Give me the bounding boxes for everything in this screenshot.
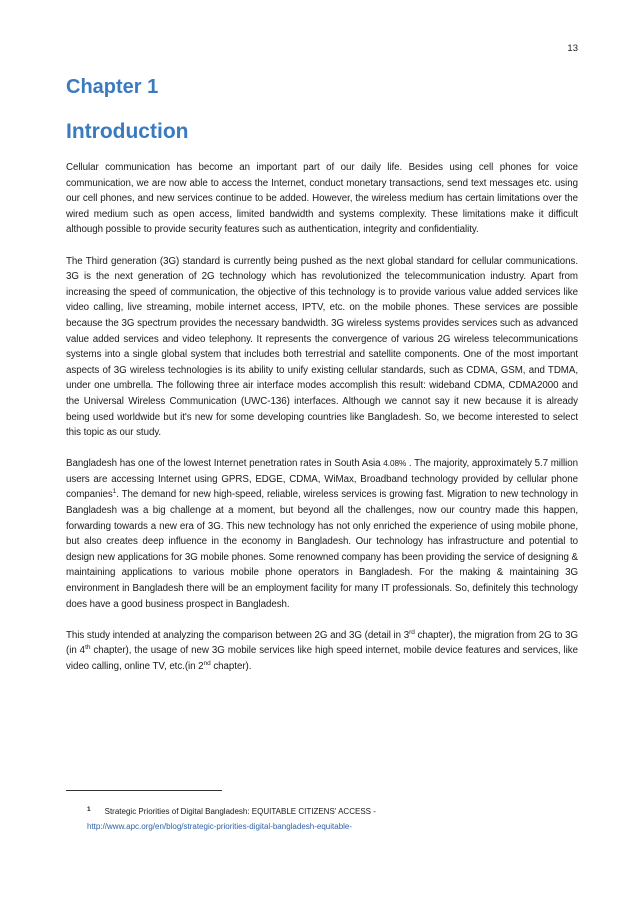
penetration-rate: 4.08%	[383, 459, 407, 469]
paragraph-3-middle: . The majority, approximately 5.7 million users are accessing Internet using GPRS, EDGE, CDMA, WiMax, Broadband technology provided by cellular phone companies	[66, 458, 578, 501]
ordinal-suffix-nd: nd	[203, 660, 211, 667]
body-text	[66, 160, 578, 690]
page-number: 13	[567, 43, 578, 54]
chapter-label: Chapter 1	[66, 76, 159, 98]
paragraph-4-part4: chapter).	[210, 661, 252, 672]
footnote-separator	[66, 790, 222, 791]
paragraph-3-end: . The demand for new high-speed, reliable, wireless services is growing fast. Migration to new technology in Bangladesh was a big challenge at a moment, but beyond all the challenges, now our country made this happen, forwarding towards a new era of 3G. This new technology has not only enriched the experience of using mobile phone, but also creates deep influence in the economy in Bangladesh. Our technology has infrastructure and potential to design new applications for 3G mobile phones. Some renowned company has been providing the service of designing & maintaining applications to various mobile phone operators in Bangladesh. For the making & maintaining 3G environment in Bangladesh there will be an employment facility for many IT professionals. So, definitely this technology does have a good business prospect in Bangladesh.	[66, 489, 578, 610]
paragraph-3-start: Bangladesh has one of the lowest Internet penetration rates in South Asia	[66, 458, 384, 470]
paragraph-4	[66, 628, 578, 675]
paragraph-3	[66, 456, 578, 612]
paragraph-4-part1: This study intended at analyzing the comparison between 2G and 3G (detail in 3	[66, 629, 410, 641]
footnote-reference[interactable]: 1	[112, 488, 117, 496]
footnote-text: Strategic Priorities of Digital Bangladesh: EQUITABLE CITIZENS' ACCESS -	[104, 807, 376, 816]
paragraph-4-part2: chapter), the migration from 2G to 3G (in 4	[66, 629, 578, 657]
footnote-marker: 1	[87, 806, 91, 813]
paragraph-4-part3: chapter), the usage of new 3G mobile services like high speed internet, mobile device features and services, like video calling, online TV, etc.(in 2	[66, 645, 578, 672]
footnote-link[interactable]: http://www.apc.org/en/blog/strategic-priorities-digital-bangladesh-equitable-	[87, 822, 353, 831]
footnote	[87, 802, 587, 834]
ordinal-suffix-th: th	[85, 644, 91, 652]
section-title: Introduction	[66, 120, 189, 143]
ordinal-suffix-rd: rd	[409, 628, 415, 636]
footnote-line	[87, 802, 587, 819]
paragraph-1: Cellular communication has become an important part of our daily life. Besides using cell phones for voice communication, we are now able to access the Internet, conduct monetary transactions, send text messages etc. using our cell phones, and new services continue to be added. However, the wireless medium has certain limitations over the wired medium such as open access, limited bandwidth and systems complexity. These limitations make it difficult although possible to provide security features such as authentication, integrity and confidentiality.	[66, 162, 578, 236]
paragraph-2: The Third generation (3G) standard is currently being pushed as the next global standard for cellular communications. 3G is the next generation of 2G technology which has revolutionized the telecommunication industry. Apart from increasing the speed of communication, the objective of this technology is to provide various value added services like video calling, live streaming, mobile internet access, IPTV, etc. on the mobile phones. These services are possible because the 3G spectrum provides the necessary bandwidth. 3G wireless systems provides services such as advanced value added services and video telephony. It represents the convergence of various 2G wireless telecommunications systems into a single global system that includes both terrestrial and satellite components. One of the most important aspects of 3G wireless technologies is its ability to unify existing cellular standards, such as CDMA, GSM, and TDMA, under one umbrella. The following three air interface modes accomplish this result: wideband CDMA, CDMA2000 and the Universal Wireless Communication (UWC-136) interfaces. Although we cannot say it new because it is already being used worldwide but it's new for some developing countries like Bangladesh. So, we become interested to select this topic as our study.	[66, 255, 578, 439]
